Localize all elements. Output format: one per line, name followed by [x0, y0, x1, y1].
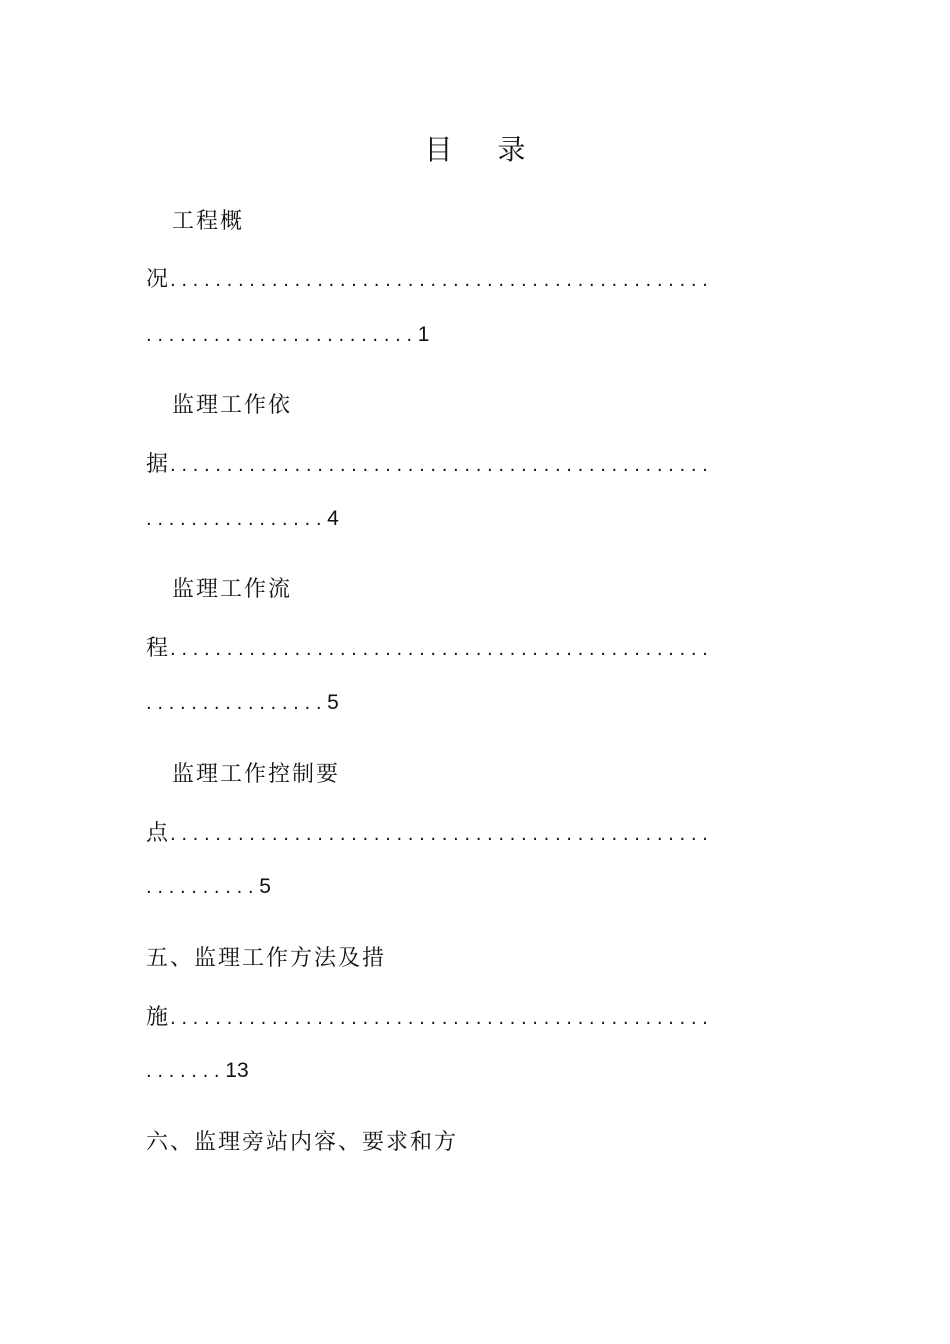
toc-leader-dots: ................................................ [170, 1008, 714, 1029]
toc-page-number: 4 [327, 507, 339, 530]
toc-entry-page-line [146, 1058, 806, 1088]
toc-continuation-text: 施 [146, 1005, 171, 1030]
toc-page-number: 5 [259, 875, 271, 898]
toc-entry-heading: 监理工作流 [172, 577, 293, 602]
toc-page-number: 1 [417, 323, 430, 346]
toc-entry-page-line [146, 322, 806, 352]
toc-leader-dots: ................ [146, 509, 328, 530]
toc-title: 目 录 [424, 133, 544, 166]
toc-leader-dots: ................................................ [170, 455, 714, 476]
toc-entry-continuation [146, 262, 806, 292]
toc-entry-heading: 六、监理旁站内容、要求和方 [146, 1130, 459, 1155]
toc-page-number: 5 [327, 691, 339, 714]
toc-entry-heading: 监理工作控制要 [172, 762, 341, 787]
toc-entry-continuation [146, 816, 806, 846]
toc-continuation-text: 况 [146, 267, 171, 292]
toc-leader-dots: ................ [146, 693, 328, 714]
toc-leader-dots: ................................................ [170, 639, 714, 660]
toc-leader-dots: ................................................ [170, 824, 714, 845]
toc-entry-continuation [146, 631, 806, 661]
toc-entry-page-line [146, 690, 806, 720]
toc-leader-dots: ....... [146, 1061, 226, 1082]
toc-entry-continuation [146, 447, 806, 477]
toc-continuation-text: 程 [146, 636, 171, 661]
toc-entry-heading: 五、监理工作方法及措 [146, 946, 387, 971]
toc-entry-heading: 工程概 [172, 209, 245, 234]
toc-entry-continuation [146, 1000, 806, 1030]
toc-page-number: 13 [225, 1059, 249, 1082]
toc-entry-heading: 监理工作依 [172, 393, 293, 418]
toc-entry-page-line [146, 874, 806, 904]
toc-continuation-text: 点 [146, 821, 171, 846]
toc-leader-dots: .......... [146, 877, 260, 898]
toc-leader-dots: ........................ [146, 325, 418, 346]
toc-entry-page-line [146, 506, 806, 536]
toc-leader-dots: ................................................ [170, 270, 714, 291]
toc-continuation-text: 据 [146, 452, 171, 477]
